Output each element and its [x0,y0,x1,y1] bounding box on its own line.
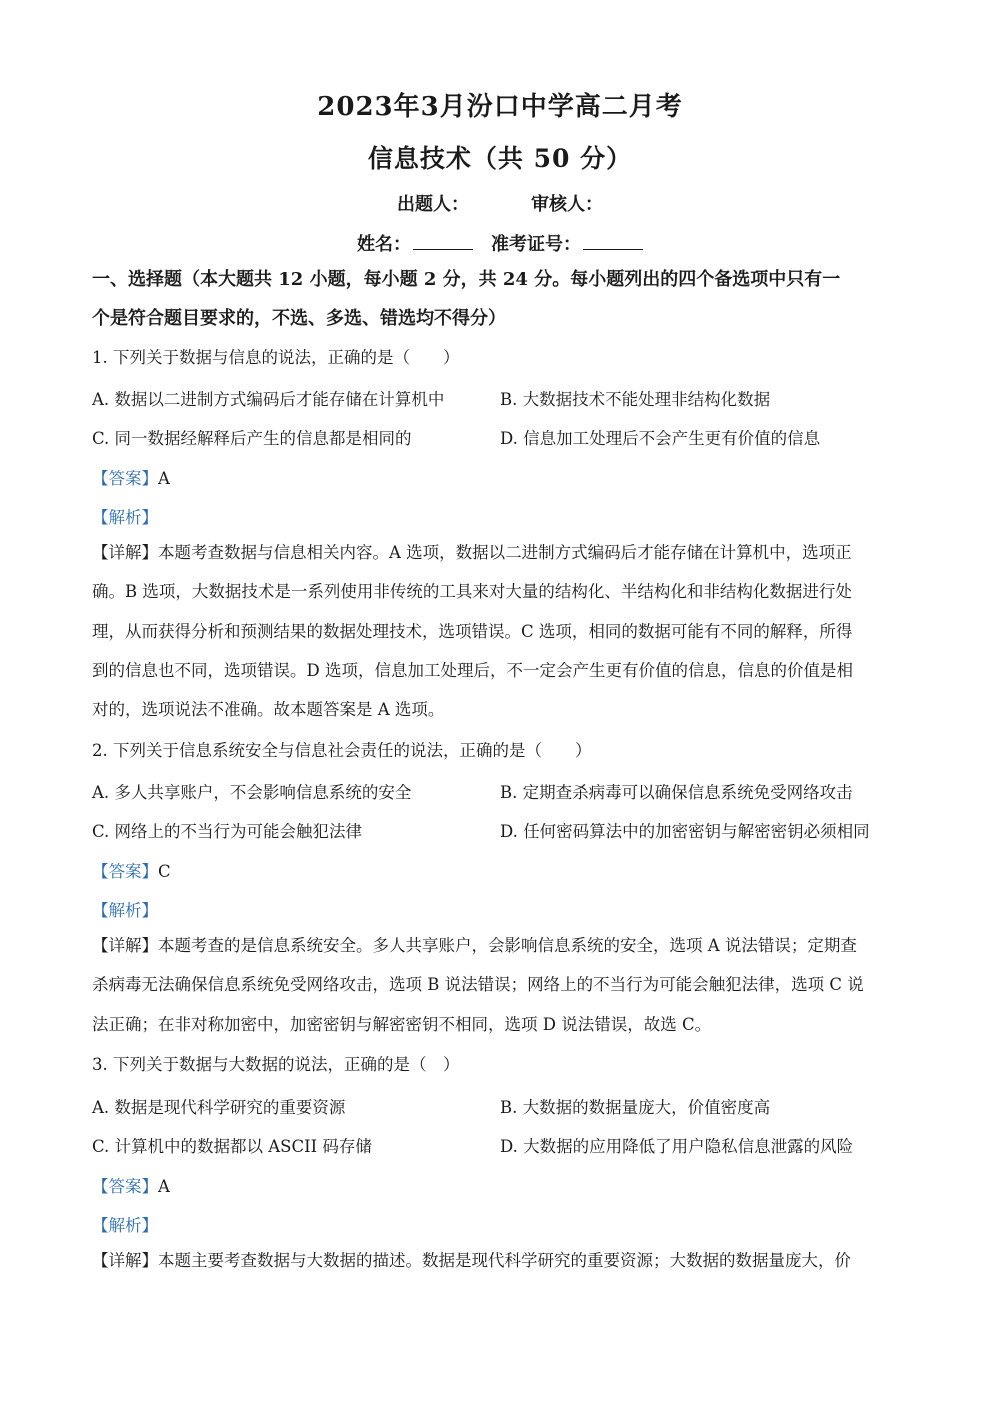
detail-paragraph: 【详解】本题考查的是信息系统安全。多人共享账户，会影响信息系统的安全，选项 A 说法错误；定期查 杀病毒无法确保信息系统免受网络攻击，选项 B 说法错误；网络上的不当行为可能会触犯法律，选项 C 说 法正确；在非对称加密中，加密密钥与解密密钥不相同，选项 D 说法错误，故选 C。 [92,936,864,1034]
answer-line [92,465,170,489]
analysis-line [92,1212,158,1236]
answer-value: A [158,1177,170,1196]
option-b: B. 定期查杀病毒可以确保信息系统免受网络攻击 [500,783,853,802]
id-blank[interactable] [583,233,643,250]
candidate-line [0,230,1000,256]
answer-value: C [158,862,171,881]
section-heading: 一、选择题（本大题共 12 小题，每小题 2 分，共 24 分。每小题列出的四个备选项中只有一 个是符合题目要求的，不选、多选、错选均不得分） [92,269,841,329]
name-blank[interactable] [413,233,473,250]
detail-tag: 【详解】 [92,1251,158,1270]
option-b: B. 大数据技术不能处理非结构化数据 [500,390,771,409]
answer-line [92,1173,170,1197]
exam-subtitle: 信息技术（共 50 分） [367,144,633,173]
option-c: C. 同一数据经解释后产生的信息都是相同的 [92,429,412,448]
author-label: 出题人： [397,194,469,215]
option-d: D. 信息加工处理后不会产生更有价值的信息 [500,429,821,448]
answer-tag: 【答案】 [92,862,158,881]
answer-tag: 【答案】 [92,469,158,488]
author-line [0,190,1000,216]
analysis-line [92,897,158,921]
analysis-tag: 【解析】 [92,1216,158,1235]
analysis-line [92,504,158,528]
name-label: 姓名： [357,234,411,255]
detail-tag: 【详解】 [92,936,158,955]
question-stem: 2. 下列关于信息系统安全与信息社会责任的说法，正确的是（ ） [92,741,592,760]
option-b: B. 大数据的数据量庞大，价值密度高 [500,1098,771,1117]
id-label: 准考证号： [491,234,581,255]
option-c: C. 网络上的不当行为可能会触犯法律 [92,822,363,841]
option-d: D. 任何密码算法中的加密密钥与解密密钥必须相同 [500,822,870,841]
question-stem: 3. 下列关于数据与大数据的说法，正确的是（ ） [92,1055,460,1074]
answer-tag: 【答案】 [92,1177,158,1196]
analysis-tag: 【解析】 [92,508,158,527]
answer-line [92,858,171,882]
option-a: A. 多人共享账户，不会影响信息系统的安全 [92,783,412,802]
exam-title: 2023年3月汾口中学高二月考 [317,92,683,122]
option-d: D. 大数据的应用降低了用户隐私信息泄露的风险 [500,1137,854,1156]
question-stem: 1. 下列关于数据与信息的说法，正确的是（ ） [92,348,460,367]
option-c: C. 计算机中的数据都以 ASCII 码存储 [92,1137,372,1156]
option-a: A. 数据以二进制方式编码后才能存储在计算机中 [92,390,445,409]
detail-paragraph: 【详解】本题考查数据与信息相关内容。A 选项，数据以二进制方式编码后才能存储在计算机中，选项正 确。B 选项，大数据技术是一系列使用非传统的工具来对大量的结构化、半结构化和非结构化数据进行处 理，从而获得分析和预测结果的数据处理技术，选项错误。C 选项，相同的数据可能有不同的解释，所得 到的信息也不同，选项错误。D 选项，信息加工处理后，不一定会产生更有价值的信息，信息的价值是相 对的，选项说法不准确。故本题答案是 A 选项。 [92,543,853,720]
analysis-tag: 【解析】 [92,901,158,920]
detail-paragraph: 【详解】本题主要考查数据与大数据的描述。数据是现代科学研究的重要资源；大数据的数据量庞大，价 [92,1251,851,1270]
answer-value: A [158,469,170,488]
detail-tag: 【详解】 [92,543,158,562]
reviewer-label: 审核人： [531,194,603,215]
option-a: A. 数据是现代科学研究的重要资源 [92,1098,346,1117]
